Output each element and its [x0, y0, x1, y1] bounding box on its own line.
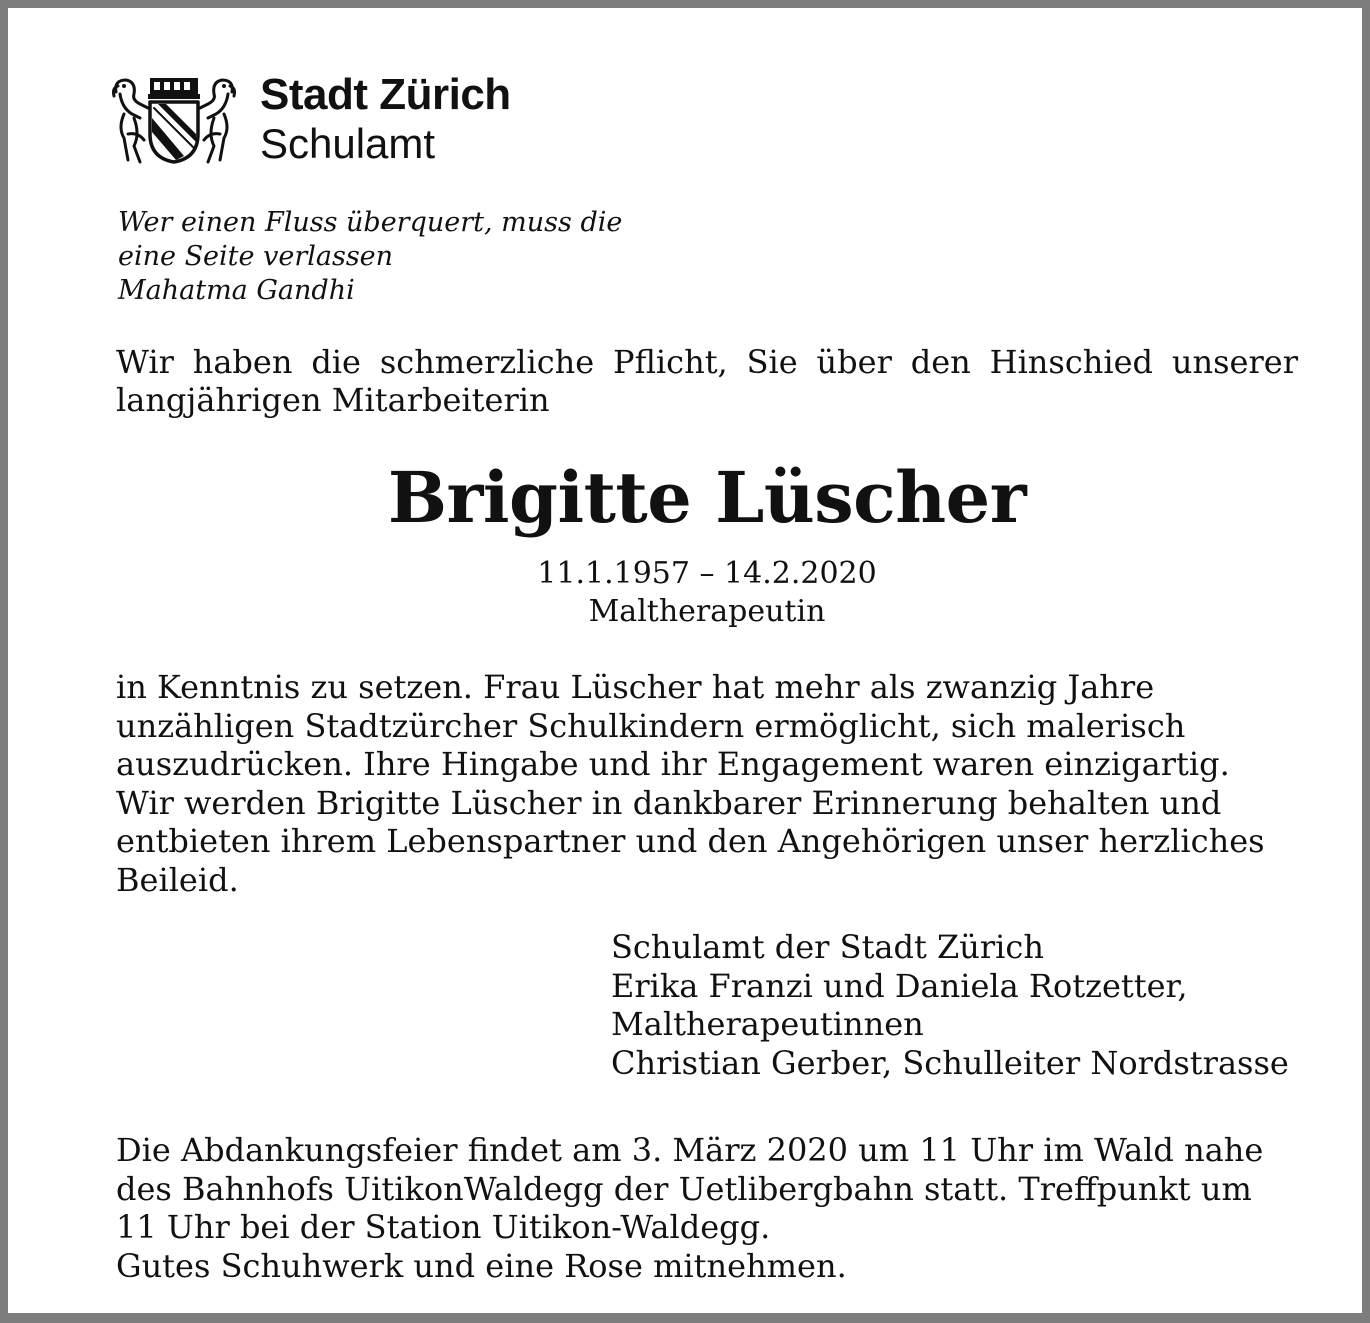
body-line: in Kenntnis zu setzen. Frau Lüscher hat mehr als zwanzig Jahre — [116, 668, 1155, 706]
life-dates: 11.1.1957 – 14.2.2020 — [537, 556, 877, 591]
ceremony-line: 11 Uhr bei der Station Uitikon-Waldegg. — [116, 1208, 771, 1246]
deceased-role: Maltherapeutin — [588, 594, 826, 629]
body-line: auszudrücken. Ihre Hingabe und ihr Engagement waren einzigartig. — [116, 745, 1230, 784]
org-name: Stadt Zürich — [260, 70, 511, 119]
ceremony-line: Gutes Schuhwerk und eine Rose mitnehmen. — [116, 1246, 847, 1285]
body-line: unzähligen Stadtzürcher Schulkindern ermöglicht, sich malerisch — [116, 706, 1186, 745]
intro-paragraph: Wir haben die schmerzliche Pflicht, Sie über den Hinschied unserer langjährigen Mitarbeiterin — [116, 343, 1298, 419]
signature-line: Schulamt der Stadt Zürich — [611, 928, 1044, 966]
body-line: entbieten ihrem Lebenspartner und den Angehörigen unser herzliches — [116, 822, 1265, 861]
org-department: Schulamt — [260, 120, 436, 167]
body-line: Wir werden Brigitte Lüscher in dankbarer Erinnerung behalten und — [116, 783, 1222, 822]
signature-line: Christian Gerber, Schulleiter Nordstrasse — [611, 1043, 1289, 1082]
signature-line: Maltherapeutinnen — [611, 1005, 924, 1043]
body-line: Beileid. — [116, 860, 239, 899]
quote-line: eine Seite verlassen — [118, 241, 394, 272]
quote — [118, 206, 622, 308]
deceased-name: Brigitte Lüscher — [387, 456, 1027, 539]
quote-author: Mahatma Gandhi — [118, 275, 355, 306]
signature-line: Erika Franzi und Daniela Rotzetter, — [611, 966, 1188, 1005]
signature-block — [611, 928, 1289, 1082]
body-paragraph — [116, 668, 1316, 900]
quote-line: Wer einen Fluss überquert, muss die — [118, 207, 623, 238]
ceremony-line: des Bahnhofs UitikonWaldegg der Uetlibergbahn statt. Treffpunkt um — [116, 1169, 1252, 1208]
ceremony-line: Die Abdankungsfeier findet am 3. März 2020 um 11 Uhr im Wald nahe — [116, 1131, 1264, 1169]
zurich-coat-of-arms-icon — [110, 74, 238, 166]
ceremony-info — [116, 1131, 1263, 1285]
